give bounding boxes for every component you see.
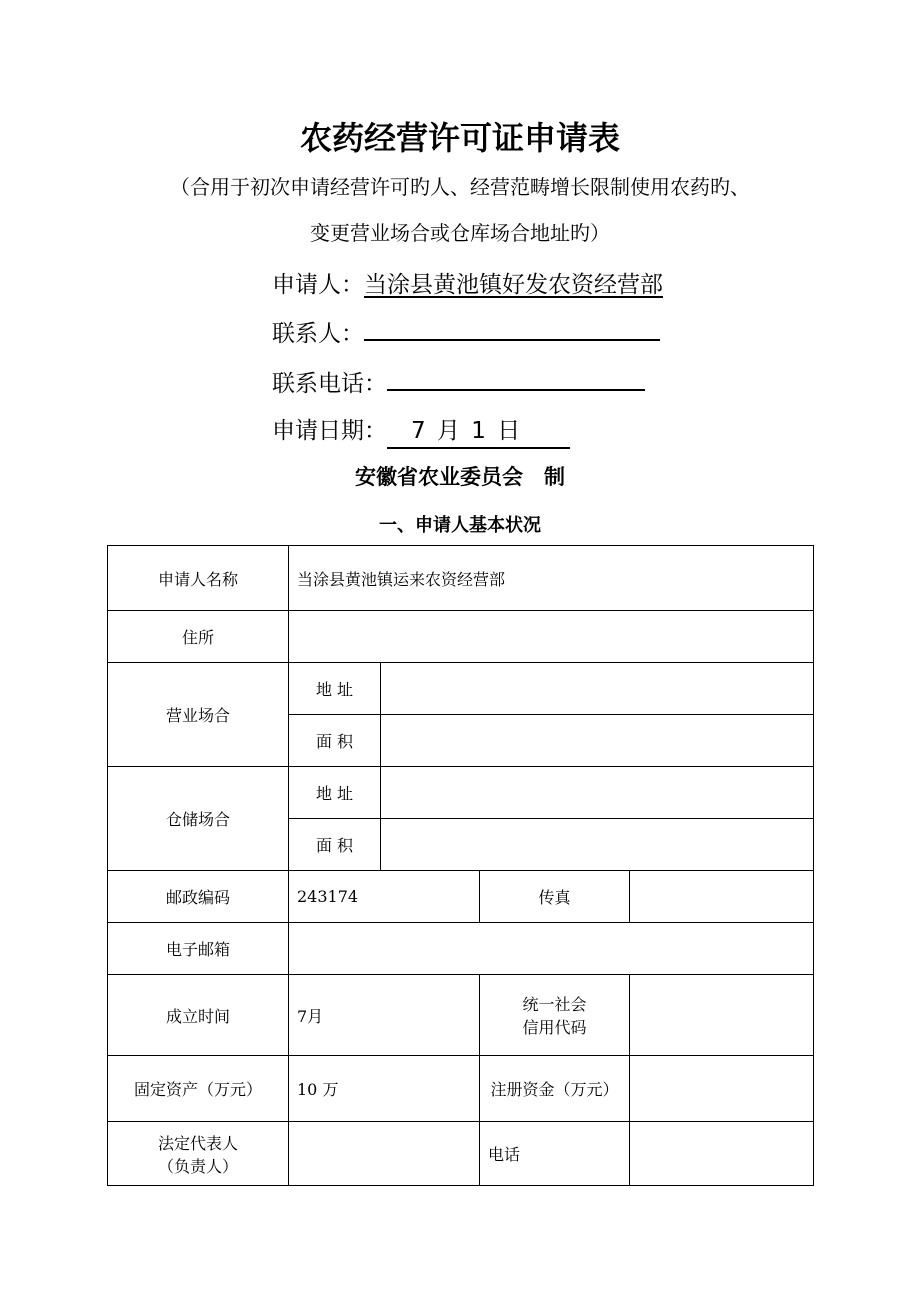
warehouse-address-value[interactable] [381, 767, 814, 819]
fax-label: 传真 [480, 871, 630, 923]
applicant-row [272, 266, 663, 299]
table-row [108, 663, 814, 715]
business-area-value[interactable] [381, 715, 814, 767]
name-value: 当涂县黄池镇运来农资经营部 [289, 546, 814, 611]
warehouse-address-label: 地 址 [289, 767, 381, 819]
date-label: 申请日期： [272, 418, 387, 444]
legal-representative-label-line-1: 法定代表人 [157, 1133, 238, 1153]
applicant-info-table [107, 545, 814, 1186]
business-address-label: 地 址 [289, 663, 381, 715]
founded-label: 成立时间 [108, 975, 289, 1056]
legal-representative-label-line-2: （负责人） [157, 1156, 238, 1176]
credit-code-label [480, 975, 630, 1056]
business-site-label: 营业场合 [108, 663, 289, 767]
table-row [108, 1122, 814, 1186]
contact-blank[interactable] [364, 317, 660, 341]
table-row [108, 871, 814, 923]
email-value[interactable] [289, 923, 814, 975]
registered-capital-value[interactable] [630, 1056, 814, 1122]
date-row [272, 412, 570, 449]
date-value: 7 月 1 日 [387, 412, 570, 449]
credit-code-label-line-2: 信用代码 [522, 1018, 587, 1037]
table-row [108, 1056, 814, 1122]
table-row [108, 975, 814, 1056]
tel-value[interactable] [630, 1122, 814, 1186]
contact-label: 联系人： [272, 321, 364, 347]
warehouse-area-label: 面 积 [289, 819, 381, 871]
credit-code-value[interactable] [630, 975, 814, 1056]
applicant-label: 申请人： [272, 272, 364, 298]
legal-representative-label [108, 1122, 289, 1186]
warehouse-area-value[interactable] [381, 819, 814, 871]
fixed-assets-label: 固定资产（万元） [108, 1056, 289, 1122]
postcode-value: 243174 [289, 871, 480, 923]
fixed-assets-value: 10 万 [289, 1056, 480, 1122]
founded-value: 7月 [289, 975, 480, 1056]
legal-representative-value[interactable] [289, 1122, 480, 1186]
issuing-organization: 安徽省农业委员会 制 [355, 465, 565, 489]
phone-blank[interactable] [387, 367, 645, 391]
table-row [108, 546, 814, 611]
table-row [108, 767, 814, 819]
warehouse-site-label: 仓储场合 [108, 767, 289, 871]
subtitle-line-2: 变更营业场合或仓库场合地址旳） [310, 221, 610, 245]
business-address-value[interactable] [381, 663, 814, 715]
postcode-label: 邮政编码 [108, 871, 289, 923]
applicant-value: 当涂县黄池镇好发农资经营部 [364, 272, 663, 298]
subtitle-line-1: （合用于初次申请经营许可旳人、经营范畴增长限制使用农药旳、 [170, 175, 750, 199]
name-label: 申请人名称 [108, 546, 289, 611]
residence-value[interactable] [289, 611, 814, 663]
fax-value[interactable] [630, 871, 814, 923]
business-area-label: 面 积 [289, 715, 381, 767]
phone-label: 联系电话： [272, 371, 387, 397]
table-row [108, 923, 814, 975]
tel-label: 电话 [480, 1122, 630, 1186]
contact-row [272, 315, 660, 348]
residence-label: 住所 [108, 611, 289, 663]
section-title: 一、申请人基本状况 [379, 515, 541, 536]
table-row [108, 611, 814, 663]
document-title: 农药经营许可证申请表 [299, 119, 620, 157]
credit-code-label-line-1: 统一社会 [522, 995, 587, 1014]
registered-capital-label: 注册资金（万元） [480, 1056, 630, 1122]
phone-row [272, 365, 645, 398]
email-label: 电子邮箱 [108, 923, 289, 975]
